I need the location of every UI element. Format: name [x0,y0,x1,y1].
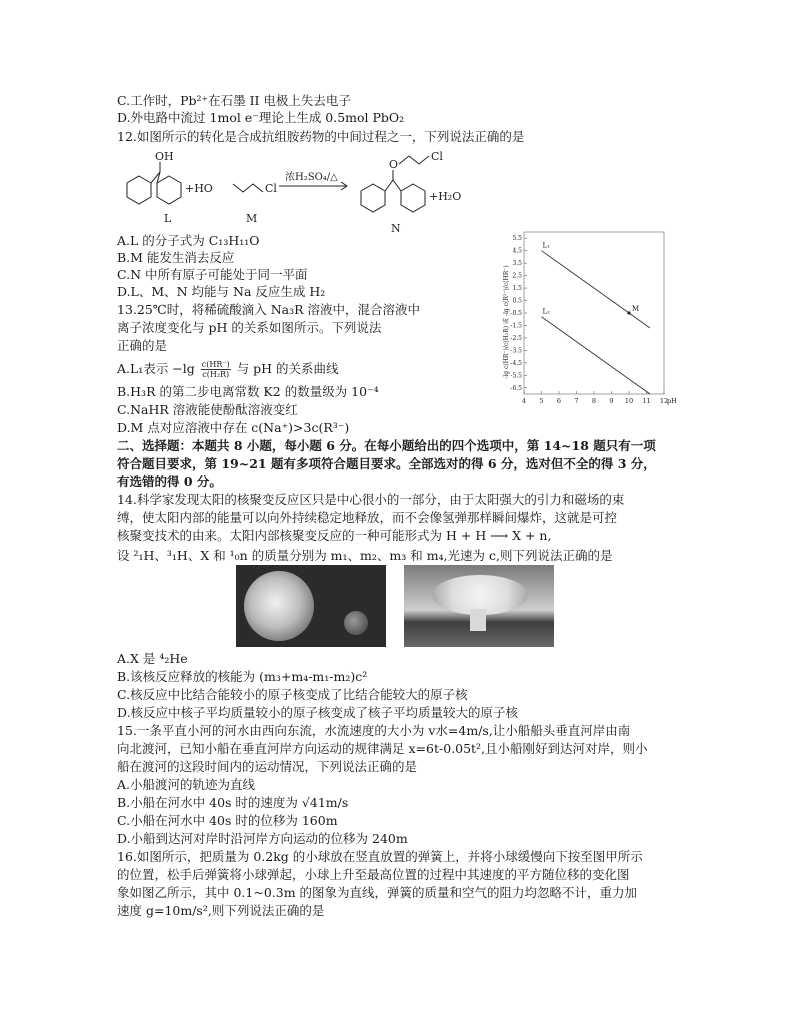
section2-line3: 有选错的得 0 分。 [117,474,222,489]
y-tick-label: -3.5 [510,347,522,355]
planet-image [344,611,368,635]
compound-m-label: M [246,212,258,225]
q14-option-a: A.X 是 ⁴₂He [117,651,188,666]
fraction [201,360,231,379]
series-label: L₂ [542,307,550,316]
q14-line3-text: 核聚变技术的由来。太阳内部核聚变反应的一种可能形式为 [117,528,443,543]
y-tick-label: -6.5 [510,384,522,392]
q12-option-c: C.N 中所有原子可能处于同一平面 [117,267,308,282]
sun-image [244,571,314,641]
point-marker [627,311,630,314]
q12-stem: 12.如图所示的转化是合成抗组胺药物的中间过程之一，下列说法正确的是 [117,129,525,144]
q13-stem-2: 离子浓度变化与 pH 的关系如图所示。下列说法 [117,320,382,335]
q14-option-b: B.该核反应释放的核能为 (m₃+m₄-m₁-m₂)c² [117,669,368,684]
q16-line1: 16.如图所示，把质量为 0.2kg 的小球放在竖直放置的弹簧上，并将小球缓慢向下按至图甲所示 [117,849,643,864]
y-axis-label: -lg c(HR⁻)/c(H₂R) 或 -lg c(R²⁻)/c(HR⁻) [503,265,510,379]
benzene-ring-n1 [361,184,385,212]
y-tick-label: -2.5 [510,334,522,342]
x-tick-label: 11 [642,397,651,405]
q14-line3 [117,528,551,544]
q13-option-d: D.M 点对应溶液中存在 c(Na⁺)>3c(R³⁻) [117,420,350,435]
y-tick-label: 0.5 [512,297,522,305]
chart-series [542,242,651,394]
reagent-label: 浓H₂SO₄/△ [285,172,338,183]
fraction-denominator: c(H₂R) [202,370,230,379]
q15-option-b: B.小船在河水中 40s 时的速度为 √41m/s [117,795,349,810]
q13-option-a-pre: A.L₁表示 −lg [117,361,195,376]
y-tick-label: 3.5 [512,260,522,268]
q15-option-c: C.小船在河水中 40s 时的位移为 160m [117,813,338,828]
ph-chart [502,222,678,412]
q16-line3: 象如图乙所示，其中 0.1~0.3m 的图象为直线，弹簧的质量和空气的阻力均忽略不计，重力加 [117,885,638,900]
q12-option-a: A.L 的分子式为 C₁₃H₁₁O [117,233,260,248]
q15-option-a: A.小船渡河的轨迹为直线 [117,777,256,792]
x-tick-label: 9 [609,397,614,405]
y-tick-label: 2.5 [512,272,522,280]
option-d-line: D.外电路中流过 1mol e⁻理论上生成 0.5mol PbO₂ [117,110,405,125]
q13-option-c: C.NaHR 溶液能使酚酞溶液变红 [117,402,298,417]
q15-line3: 船在渡河的这段时间内的运动情况，下列说法正确的是 [117,759,418,774]
fraction-numerator: c(HR⁻) [201,360,230,369]
compound-l-label: L [164,212,172,225]
section2-line1: 二、选择题：本题共 8 小题，每小题 6 分。在每小题给出的四个选项中，第 14~18 题只有一项 [117,438,656,453]
q13-stem-3: 正确的是 [117,338,168,353]
q14-equation: H + H ⟶ X + n, [446,528,552,543]
o-label: O [389,158,399,171]
q16-line4: 速度 g=10m/s²,则下列说法正确的是 [117,903,325,918]
hydrogen-bomb-photo [404,565,554,647]
x-tick-label: 12 [659,397,669,405]
q15-line2: 向北渡河，已知小船在垂直河岸方向运动的规律满足 x=6t-0.05t²,且小船刚好到达河对岸，则小 [117,741,648,756]
plus-h2o-label: +H₂O [429,190,462,203]
q14-line2: 缚，使太阳内部的能量可以向外持续稳定地释放，而不会像氢弹那样瞬间爆炸，这就是可控 [117,510,618,525]
plus-ho-label: +HO [185,182,213,195]
q14-line1: 14.科学家发现太阳的核聚变反应区只是中心很小的一部分，由于太阳强大的引力和磁场的束 [117,492,625,507]
benzene-ring-l2 [157,176,181,204]
q13-option-b: B.H₃R 的第二步电离常数 K2 的数量级为 10⁻⁴ [117,384,379,399]
q13-option-a [117,360,339,379]
q15-line1: 15.一条平直小河的河水由西向东流，水流速度的大小为 v水=4m/s,让小船船头垂直河岸由南 [117,723,631,738]
compound-n-label: N [391,222,401,235]
sun-photo [236,565,386,647]
x-tick-label: 6 [556,397,562,405]
q12-option-d: D.L、M、N 均能与 Na 反应生成 H₂ [117,284,326,299]
y-tick-label: -4.5 [510,359,522,367]
cl-label-n: Cl [431,150,443,163]
oh-label: OH [155,150,174,163]
y-tick-label: 1.5 [512,285,522,293]
y-tick-label: -1.5 [510,322,522,330]
x-tick-label: 7 [574,397,579,405]
benzene-ring-l1 [127,176,151,204]
series-line [542,317,651,394]
option-c-line: C.工作时，Pb²⁺在石墨 II 电极上失去电子 [117,93,351,108]
q14-line4: 设 ²₁H、³₁H、X 和 ¹₀n 的质量分别为 m₁、m₂、m₃ 和 m₄,光速为 c,则下列说法正确的是 [117,548,613,563]
q13-option-a-post: 与 pH 的关系曲线 [236,361,339,376]
y-tick-label: 5.5 [512,235,522,243]
x-tick-label: 5 [539,397,544,405]
benzene-ring-n2 [401,184,425,212]
series-label: L₁ [542,241,550,250]
chart-axes [510,232,677,405]
q14-option-c: C.核反应中比结合能较小的原子核变成了比结合能较大的原子核 [117,687,468,702]
cl-label-m: Cl [265,182,277,195]
x-axis-label: pH [667,397,677,405]
q16-line2: 的位置，松手后弹簧将小球弹起，小球上升至最高位置的过程中其速度的平方随位移的变化图 [117,867,630,882]
y-tick-label: 4.5 [512,247,522,255]
q14-option-d: D.核反应中核子平均质量较小的原子核变成了核子平均质量较大的原子核 [117,705,519,720]
q13-stem-1: 13.25℃时，将稀硫酸滴入 Na₃R 溶液中，混合溶液中 [117,302,421,317]
y-tick-label: -5.5 [510,372,522,380]
q15-option-d: D.小船到达河对岸时沿河岸方向运动的位移为 240m [117,831,408,846]
x-tick-label: 10 [624,397,634,405]
q12-option-b: B.M 能发生消去反应 [117,250,235,265]
y-tick-label: -0.5 [510,310,522,317]
x-tick-label: 4 [521,397,527,405]
series-line [542,251,651,328]
x-tick-label: 8 [591,397,597,405]
point-label: M [632,305,640,313]
cloud-stem [470,609,486,631]
section2-line2: 符合题目要求，第 19~21 题有多项符合题目要求。全部选对的得 6 分，选对但不全的得 3 分， [117,456,656,471]
